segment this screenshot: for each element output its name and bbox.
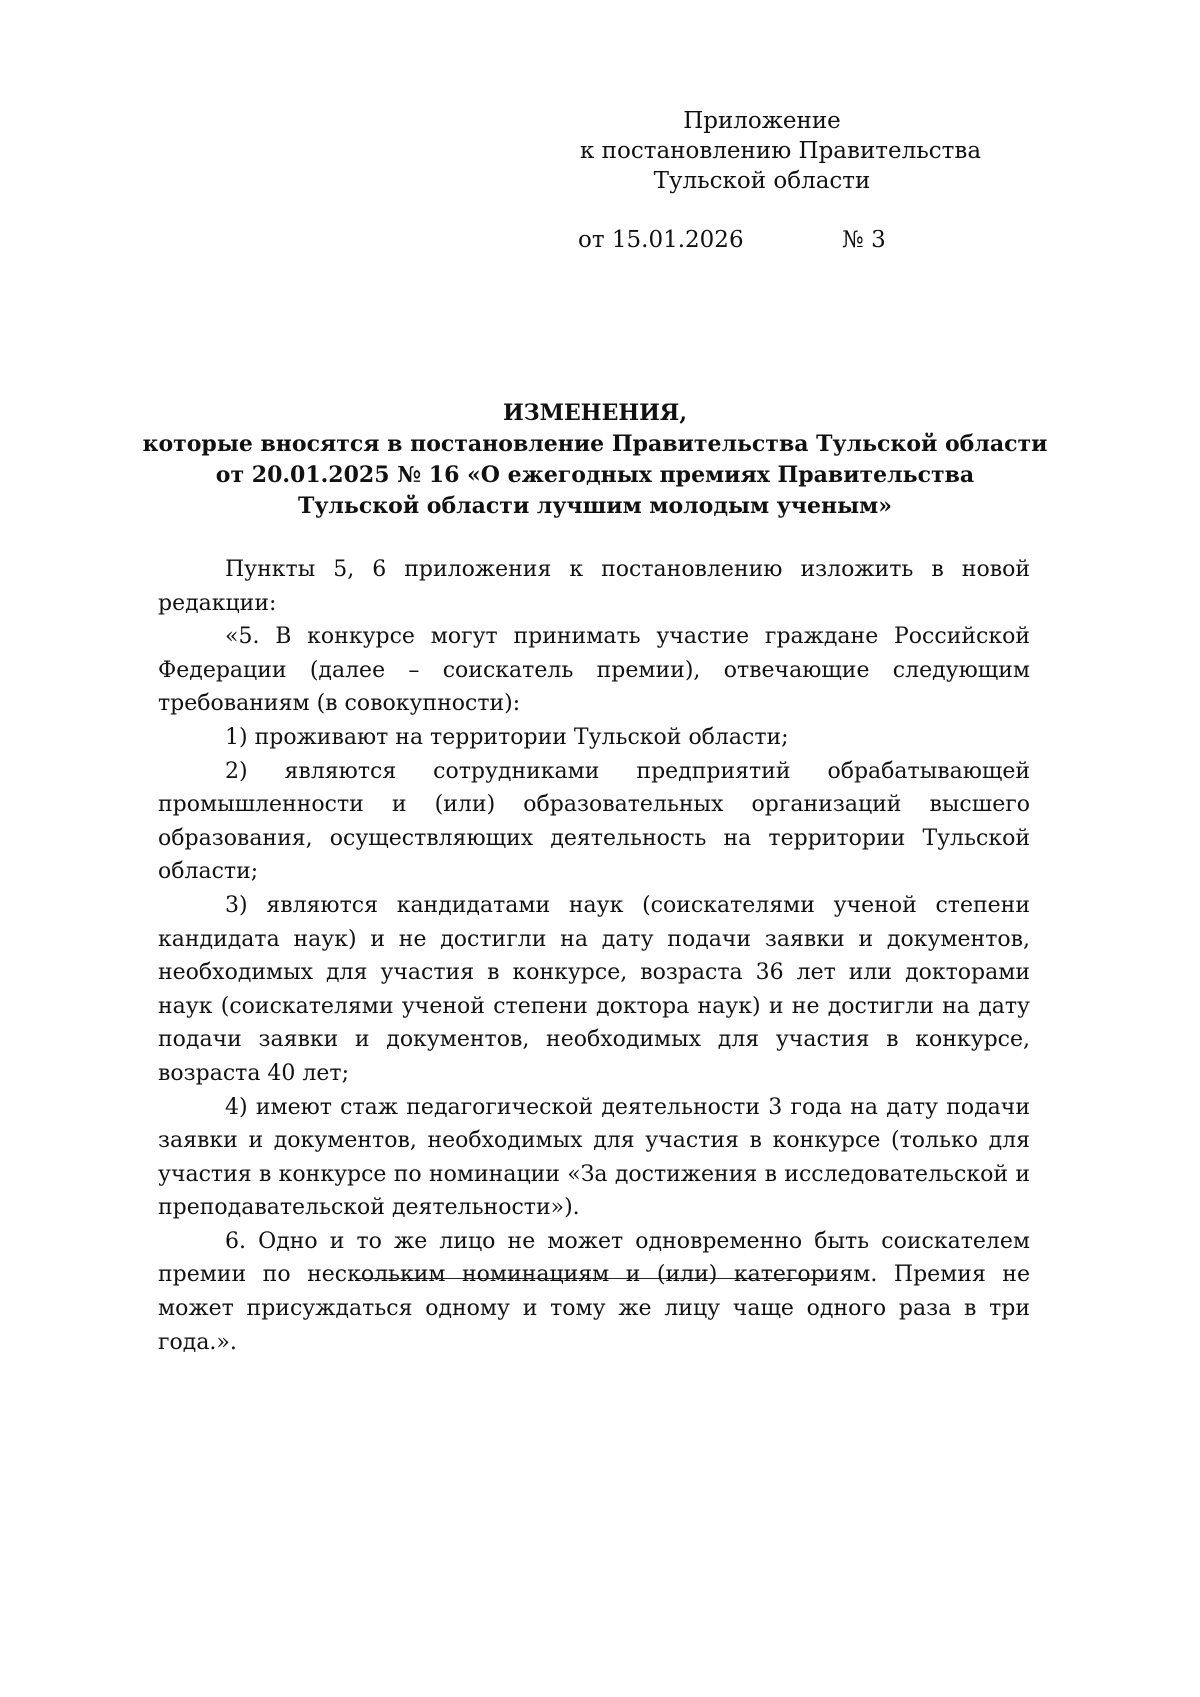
paragraph-subitem-2: 2) являются сотрудниками предприятий обрабатывающей промышленности и (или) образовательных организаций высшего образования, осуществляющих деятельность на территории Тульской области; — [158, 758, 1030, 885]
paragraph-subitem-4: 4) имеют стаж педагогической деятельности 3 года на дату подачи заявки и документов, необходимых для участия в конкурсе (только для участия в конкурсе по номинации «За достижения в исследовательской и преподавательской деятельности»). — [158, 1094, 1030, 1221]
heading-line-3: от 20.01.2025 № 16 «О ежегодных премиях Правительства — [215, 462, 975, 488]
document-body — [158, 553, 1030, 1359]
appendix-title: Приложение — [683, 108, 841, 134]
paragraph-item-6: 6. Одно и то же лицо не может одновременно быть соискателем премии по нескольким номинациям и (или) категориям. Премия не может присуждаться одному и тому же лицу чаще одного раза в три года.». — [158, 1228, 1030, 1355]
appendix-region: Тульской области — [653, 168, 871, 194]
resolution-date: от 15.01.2026 — [578, 227, 744, 253]
document-heading — [120, 398, 1070, 522]
paragraph-item-5: «5. В конкурсе могут принимать участие граждане Российской Федерации (далее – соискатель премии), отвечающие следующим требованиям (в совокупности): — [158, 624, 1030, 717]
paragraph-subitem-1: 1) проживают на территории Тульской области; — [225, 724, 789, 750]
appendix-block — [580, 106, 982, 196]
resolution-number: № 3 — [842, 227, 886, 253]
appendix-reference: к постановлению Правительства — [580, 138, 982, 164]
heading-line-2: которые вносятся в постановление Правительства Тульской области — [142, 431, 1048, 457]
heading-line-4: Тульской области лучшим молодым ученым» — [297, 493, 893, 519]
heading-title: ИЗМЕНЕНИЯ, — [503, 400, 687, 426]
paragraph-subitem-3: 3) являются кандидатами наук (соискателями ученой степени кандидата наук) и не достигли на дату подачи заявки и документов, необходимых для участия в конкурсе, возраста 36 лет или докторами наук (соискателями ученой степени доктора наук) и не достигли на дату подачи заявки и документов, необходимых для участия в конкурсе, возраста 40 лет; — [158, 892, 1030, 1086]
paragraph-intro: Пункты 5, 6 приложения к постановлению изложить в новой редакции: — [158, 557, 1030, 616]
closing-divider — [357, 1278, 835, 1279]
